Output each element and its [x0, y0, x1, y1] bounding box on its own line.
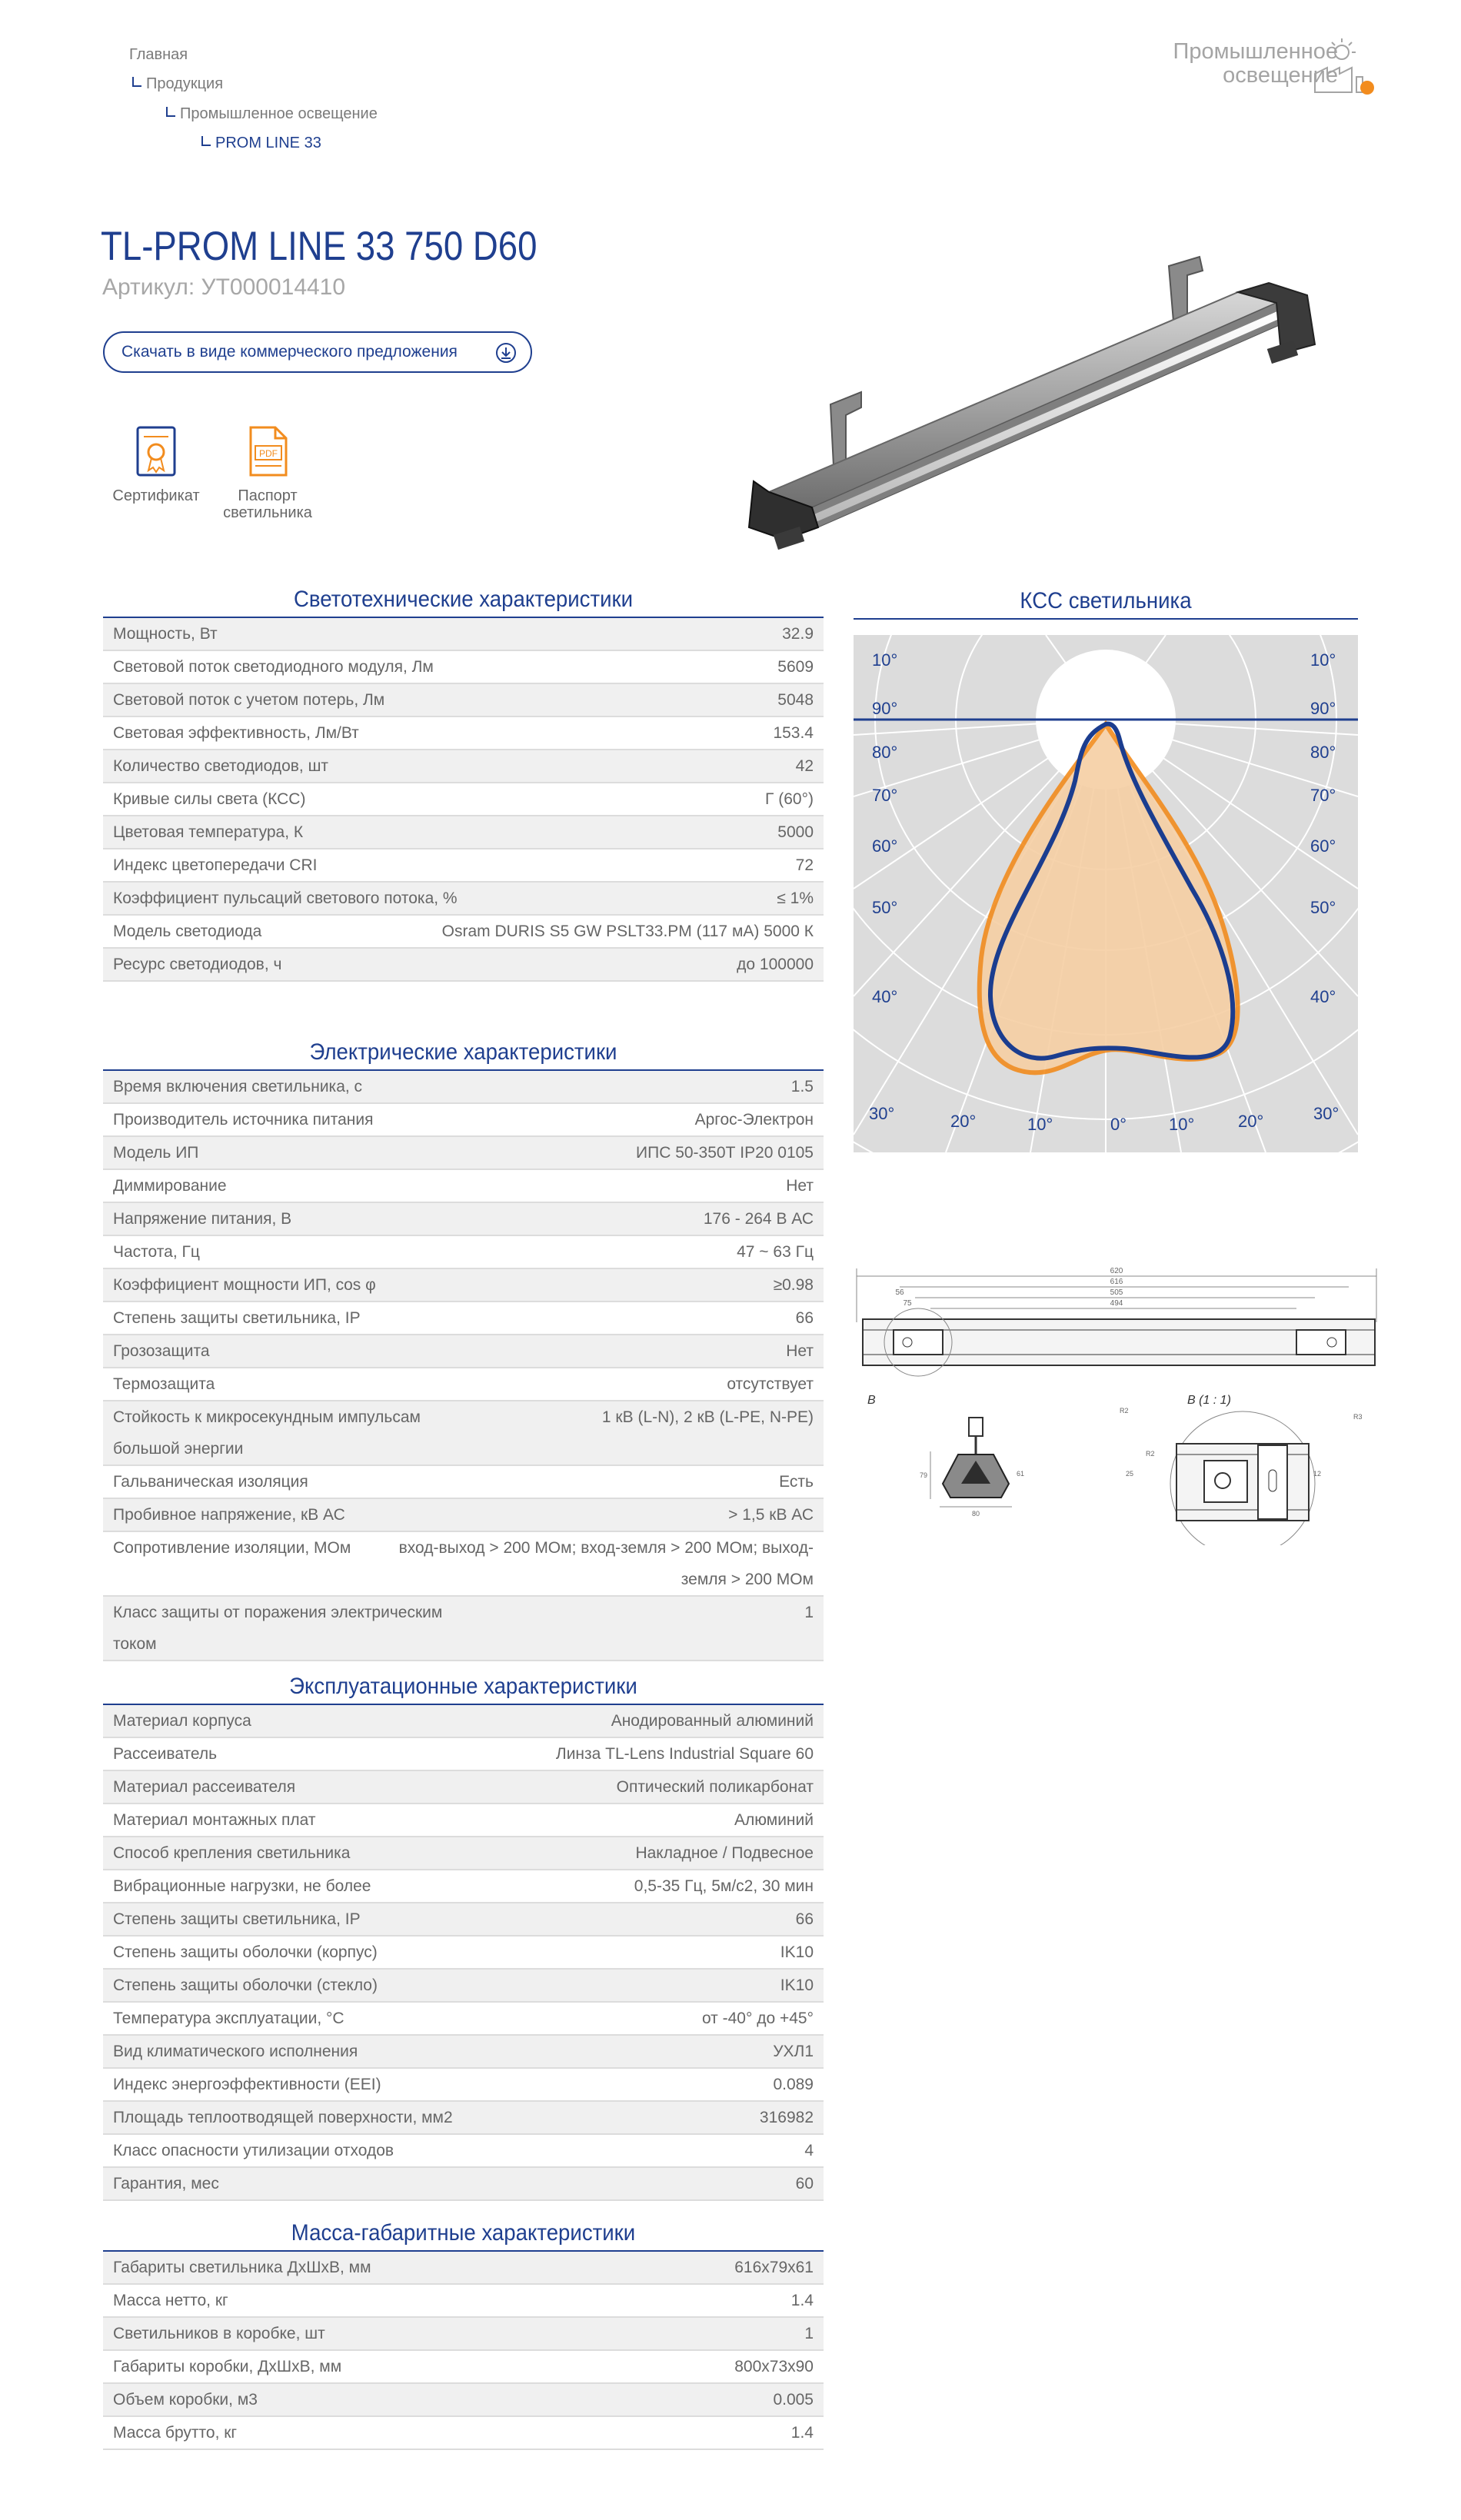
drawing-view-label: B [867, 1394, 876, 1407]
spec-label: Гарантия, мес [113, 2175, 219, 2193]
spec-value: Анодированный алюминий [611, 1712, 814, 1730]
spec-row [103, 916, 824, 949]
dim-detail-25: 25 [1126, 1470, 1134, 1478]
spec-value: 1.5 [790, 1078, 814, 1095]
spec-value: 42 [795, 757, 814, 775]
ksc-left-label-50: 50° [872, 898, 898, 917]
spec-label: Кривые силы света (КСС) [113, 790, 306, 808]
spec-label: Материал рассеивателя [113, 1778, 296, 1796]
spec-table-electrical [103, 1071, 824, 1661]
spec-label: Напряжение питания, В [113, 1210, 292, 1228]
ksc-bottom-label-30r: 30° [1313, 1104, 1340, 1123]
spec-label: Пробивное напряжение, кВ АС [113, 1506, 345, 1524]
pdf-icon [245, 424, 291, 480]
spec-value: Есть [779, 1473, 814, 1491]
certificate-link[interactable]: Сертификат [102, 424, 210, 504]
spec-row [103, 1170, 824, 1203]
spec-label: Рассеиватель [113, 1745, 218, 1763]
ksc-bottom-label-10r: 10° [1169, 1115, 1195, 1134]
spec-value: 66 [795, 1910, 814, 1928]
spec-value: 0,5-35 Гц, 5м/с2, 30 мин [634, 1877, 814, 1895]
spec-row [103, 684, 824, 717]
spec-label: Габариты коробки, ДхШхВ, мм [113, 2358, 342, 2375]
spec-row [103, 750, 824, 783]
spec-row [103, 1466, 824, 1499]
spec-value: IK10 [780, 1976, 814, 1994]
spec-value: Нет [786, 1177, 814, 1195]
ksc-bottom-label-20l: 20° [950, 1112, 977, 1131]
spec-row [103, 849, 824, 883]
ksc-left-label-70: 70° [872, 786, 898, 805]
spec-label: Световой поток с учетом потерь, Лм [113, 691, 385, 709]
spec-row [103, 1302, 824, 1335]
spec-label: Модель светодиода [113, 923, 262, 940]
ksc-left-label-10: 10° [872, 650, 898, 670]
spec-value: Накладное / Подвесное [635, 1844, 814, 1862]
spec-value: 66 [795, 1309, 814, 1327]
spec-value: Алюминий [734, 1811, 814, 1829]
spec-row [103, 1499, 824, 1532]
spec-value: 0.089 [773, 2076, 814, 2093]
dim-detail-r2b: R2 [1146, 1450, 1155, 1458]
spec-label: Площадь теплоотводящей поверхности, мм2 [113, 2109, 453, 2126]
spec-row [103, 1269, 824, 1302]
spec-value: 1 кВ (L-N), 2 кВ (L-PE, N-PE) [601, 1408, 814, 1426]
dim-620: 620 [1110, 1267, 1123, 1275]
spec-label: Гальваническая изоляция [113, 1473, 308, 1491]
dim-505: 505 [1110, 1288, 1123, 1297]
spec-row [103, 2285, 824, 2318]
spec-label: Степень защиты оболочки (стекло) [113, 1976, 378, 1994]
factory-sun-icon [1307, 35, 1376, 97]
ksc-bottom-label-10l: 10° [1027, 1115, 1053, 1134]
spec-row [103, 1597, 824, 1661]
category-label[interactable]: Промышленное освещение [1173, 39, 1338, 88]
spec-value: 60 [795, 2175, 814, 2193]
spec-label: Масса нетто, кг [113, 2292, 228, 2309]
spec-value: ≤ 1% [777, 889, 814, 907]
breadcrumb-current: PROM LINE 33 [201, 135, 321, 152]
dim-side-79: 79 [920, 1471, 928, 1479]
spec-label: Индекс энергоэффективности (EEI) [113, 2076, 381, 2093]
spec-label: Объем коробки, м3 [113, 2391, 258, 2409]
dim-494: 494 [1110, 1299, 1123, 1308]
ksc-bottom-label-30l: 30° [869, 1104, 895, 1123]
spec-value: Оптический поликарбонат [616, 1778, 814, 1796]
spec-label: Цветовая температура, К [113, 823, 304, 841]
ksc-left-label-60: 60° [872, 836, 898, 856]
spec-label: Материал монтажных плат [113, 1811, 316, 1829]
certificate-icon [133, 424, 179, 480]
spec-label: Способ крепления светильника [113, 1844, 351, 1862]
spec-label: Коэффициент мощности ИП, cos φ [113, 1276, 376, 1294]
spec-value: 5609 [777, 658, 814, 676]
spec-value: 1 [804, 2325, 814, 2342]
spec-value: отсутствует [727, 1375, 814, 1393]
spec-label: Светильников в коробке, шт [113, 2325, 325, 2342]
spec-label: Температура эксплуатации, °С [113, 2010, 344, 2027]
section-header-electrical: Электрические характеристики [103, 1037, 824, 1071]
spec-label: Грозозащита [113, 1342, 210, 1360]
spec-row [103, 1236, 824, 1269]
spec-row [103, 1937, 824, 1970]
spec-row [103, 783, 824, 816]
dim-detail-12: 12 [1313, 1470, 1322, 1478]
spec-label: Масса брутто, кг [113, 2424, 238, 2442]
ksc-polar-diagram [854, 635, 1358, 1152]
spec-value: Аргос-Электрон [694, 1111, 814, 1129]
passport-link[interactable]: PDF Паспорт светильника [214, 424, 321, 521]
ksc-right-label-40: 40° [1310, 987, 1336, 1006]
download-offer-button[interactable] [103, 331, 532, 373]
product-photo [738, 254, 1346, 569]
spec-value: 72 [795, 856, 814, 874]
drawing-side-view [930, 1418, 1012, 1507]
spec-value: вход-выход > 200 МОм; вход-земля > 200 МОм; выход-земля > 200 МОм [398, 1539, 814, 1588]
spec-row [103, 1837, 824, 1870]
spec-label: Время включения светильника, с [113, 1078, 363, 1095]
spec-value: 176 - 264 В АС [703, 1210, 814, 1228]
spec-value: IK10 [780, 1943, 814, 1961]
spec-row [103, 2069, 824, 2102]
spec-row [103, 1137, 824, 1170]
spec-table-operational [103, 1705, 824, 2201]
dim-side-80: 80 [972, 1510, 980, 1518]
drawing-front-view [863, 1308, 1375, 1376]
ksc-right-label-80: 80° [1310, 743, 1336, 762]
spec-row [103, 618, 824, 651]
spec-row [103, 1203, 824, 1236]
spec-row [103, 1705, 824, 1738]
spec-table-lighting [103, 618, 824, 982]
spec-label: Ресурс светодиодов, ч [113, 956, 282, 973]
dim-detail-r2: R2 [1120, 1407, 1129, 1415]
ksc-header: КСС светильника [854, 586, 1358, 620]
spec-row [103, 1532, 824, 1597]
download-icon [495, 342, 517, 364]
spec-row [103, 2417, 824, 2450]
ksc-right-label-90: 90° [1310, 699, 1336, 718]
spec-row [103, 2384, 824, 2417]
ksc-right-label-70: 70° [1310, 786, 1336, 805]
spec-row [103, 2168, 824, 2201]
spec-value: Нет [786, 1342, 814, 1360]
breadcrumb-elbow-icon [166, 107, 175, 117]
ksc-left-label-40: 40° [872, 987, 898, 1006]
ksc-left-label-90: 90° [872, 699, 898, 718]
breadcrumb-home[interactable]: Главная [129, 46, 188, 63]
spec-row [103, 717, 824, 750]
spec-row [103, 1903, 824, 1937]
spec-row [103, 949, 824, 982]
product-article: Артикул: УТ000014410 [102, 274, 346, 300]
spec-label: Вибрационные нагрузки, не более [113, 1877, 371, 1895]
spec-row [103, 2003, 824, 2036]
breadcrumb-elbow-icon [201, 136, 211, 146]
spec-value: ≥0.98 [773, 1276, 814, 1294]
spec-row [103, 1104, 824, 1137]
ksc-right-label-60: 60° [1310, 836, 1336, 856]
section-header-operational: Эксплуатационные характеристики [103, 1671, 824, 1705]
drawing-detail-view [1170, 1411, 1315, 1545]
spec-row [103, 1970, 824, 2003]
ksc-bottom-label-20r: 20° [1238, 1112, 1264, 1131]
breadcrumb-products[interactable]: Продукция [132, 75, 223, 93]
spec-value: 47 ~ 63 Гц [737, 1243, 814, 1261]
ksc-right-label-10: 10° [1310, 650, 1336, 670]
spec-row [103, 816, 824, 849]
spec-label: Степень защиты оболочки (корпус) [113, 1943, 378, 1961]
spec-row [103, 1771, 824, 1804]
spec-value: 153.4 [773, 724, 814, 742]
spec-value: 4 [804, 2142, 814, 2159]
spec-label: Габариты светильника ДхШхВ, мм [113, 2259, 371, 2276]
spec-row [103, 1071, 824, 1104]
spec-value: Osram DURIS S5 GW PSLT33.PM (117 мА) 5000 К [441, 923, 814, 940]
spec-row [103, 1368, 824, 1401]
spec-value: 316982 [759, 2109, 814, 2126]
drawing-detail-label: B (1 : 1) [1187, 1394, 1231, 1407]
spec-label: Класс опасности утилизации отходов [113, 2142, 394, 2159]
spec-row [103, 2135, 824, 2168]
spec-row [103, 1335, 824, 1368]
spec-value: 1.4 [790, 2424, 814, 2442]
spec-row [103, 883, 824, 916]
spec-label: Световая эффективность, Лм/Вт [113, 724, 359, 742]
ksc-left-label-80: 80° [872, 743, 898, 762]
breadcrumb-industrial[interactable]: Промышленное освещение [166, 105, 378, 123]
spec-label: Коэффициент пульсаций светового потока, % [113, 889, 458, 907]
spec-label: Термозащита [113, 1375, 215, 1393]
ksc-right-label-50: 50° [1310, 898, 1336, 917]
spec-value: УХЛ1 [773, 2043, 814, 2060]
spec-label: Модель ИП [113, 1144, 199, 1162]
spec-value: 800x73x90 [734, 2358, 814, 2375]
spec-value: Линза TL-Lens Industrial Square 60 [555, 1745, 814, 1763]
spec-row [103, 2318, 824, 2351]
breadcrumb-elbow-icon [132, 77, 141, 87]
spec-label: Количество светодиодов, шт [113, 757, 329, 775]
spec-row [103, 1401, 824, 1466]
product-title: TL-PROM LINE 33 750 D60 [101, 224, 537, 269]
spec-row [103, 2252, 824, 2285]
spec-label: Индекс цветопередачи CRI [113, 856, 318, 874]
download-offer-label: Скачать в виде коммерческого предложения [121, 343, 458, 361]
svg-text:PDF: PDF [259, 448, 278, 459]
spec-value: 616x79x61 [734, 2259, 814, 2276]
spec-value: 32.9 [782, 625, 814, 643]
spec-label: Вид климатического исполнения [113, 2043, 358, 2060]
spec-value: ИПС 50-350Т IP20 0105 [636, 1144, 814, 1162]
spec-row [103, 1738, 824, 1771]
spec-row [103, 2351, 824, 2384]
spec-label: Степень защиты светильника, IP [113, 1910, 361, 1928]
spec-value: до 100000 [737, 956, 814, 973]
spec-label: Материал корпуса [113, 1712, 251, 1730]
spec-value: 1.4 [790, 2292, 814, 2309]
dim-75: 75 [903, 1299, 912, 1308]
dim-detail-r3: R3 [1353, 1413, 1363, 1421]
section-header-dimensions: Масса-габаритные характеристики [103, 2218, 824, 2252]
spec-row [103, 1804, 824, 1837]
dim-616: 616 [1110, 1278, 1123, 1286]
spec-label: Степень защиты светильника, IP [113, 1309, 361, 1327]
spec-label: Стойкость к микросекундным импульсам большой энергии [113, 1408, 421, 1458]
spec-label: Класс защиты от поражения электрическим током [113, 1604, 443, 1653]
dim-56: 56 [895, 1288, 904, 1297]
spec-row [103, 1870, 824, 1903]
dim-side-61: 61 [1017, 1470, 1025, 1478]
spec-label: Диммирование [113, 1177, 227, 1195]
spec-row [103, 2102, 824, 2135]
section-header-lighting: Светотехнические характеристики [103, 584, 824, 618]
spec-label: Частота, Гц [113, 1243, 200, 1261]
spec-row [103, 2036, 824, 2069]
spec-label: Световой поток светодиодного модуля, Лм [113, 658, 434, 676]
spec-value: от -40° до +45° [701, 2010, 814, 2027]
spec-value: > 1,5 кВ АС [728, 1506, 814, 1524]
spec-row [103, 651, 824, 684]
spec-value: 5000 [777, 823, 814, 841]
spec-label: Сопротивление изоляции, МОм [113, 1539, 351, 1557]
technical-drawing [854, 1253, 1381, 1545]
ksc-bottom-label-0: 0° [1110, 1115, 1127, 1134]
spec-value: 5048 [777, 691, 814, 709]
spec-value: 0.005 [773, 2391, 814, 2409]
spec-value: 1 [804, 1604, 814, 1621]
spec-value: Г (60°) [765, 790, 814, 808]
spec-label: Производитель источника питания [113, 1111, 374, 1129]
spec-label: Мощность, Вт [113, 625, 218, 643]
spec-table-dimensions [103, 2252, 824, 2450]
